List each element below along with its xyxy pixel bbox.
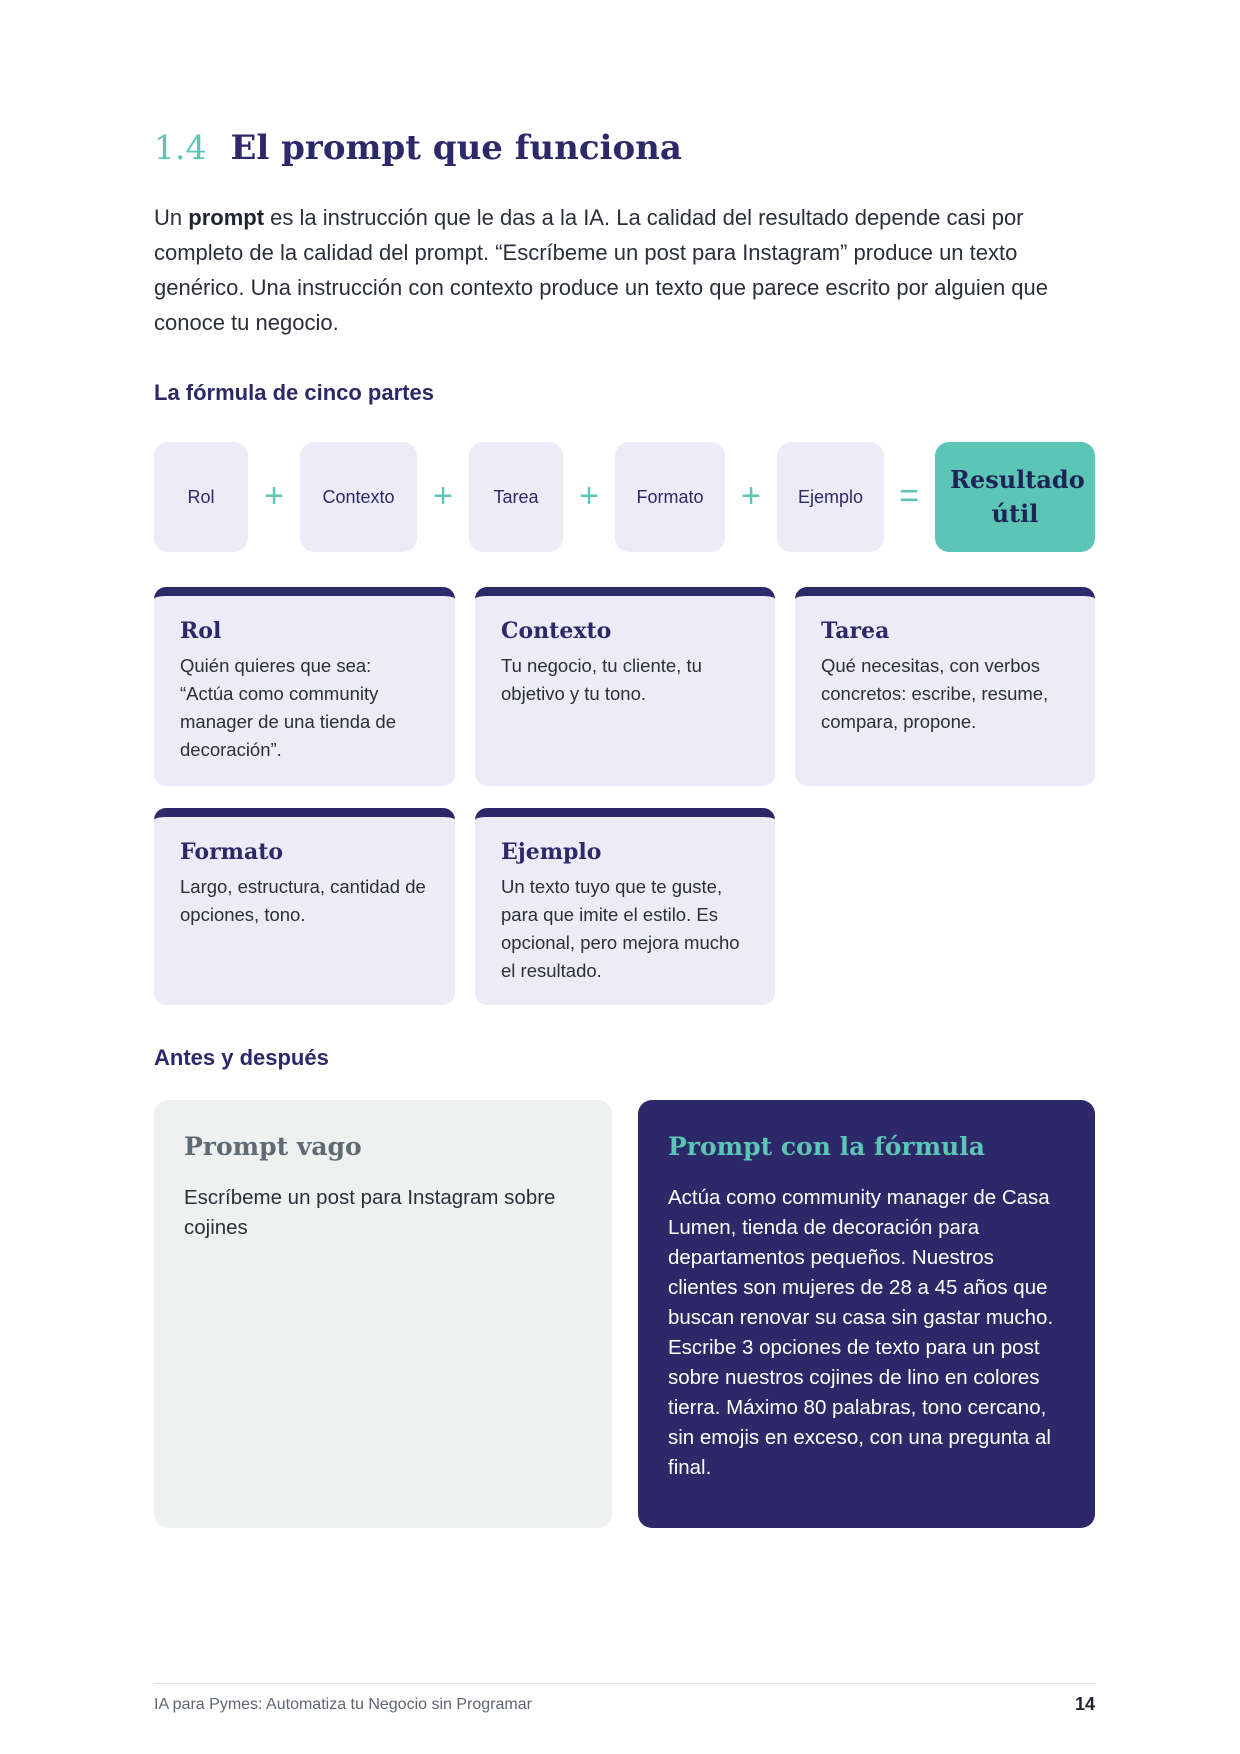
formula-result xyxy=(935,442,1095,552)
formula-heading: La fórmula de cinco partes xyxy=(154,380,434,405)
card-title: Contexto xyxy=(501,618,612,644)
formula-prompt-panel xyxy=(638,1100,1095,1528)
formula-part-formato: Formato xyxy=(615,442,725,552)
card-title: Ejemplo xyxy=(501,839,602,865)
plus-operator: + xyxy=(264,477,284,515)
card-formato xyxy=(154,808,455,1005)
footer-divider xyxy=(154,1683,1095,1684)
formula-part-rol: Rol xyxy=(154,442,248,552)
plus-operator: + xyxy=(579,477,599,515)
card-description: Tu negocio, tu cliente, tu objetivo y tu tono. xyxy=(501,655,702,704)
page-number: 14 xyxy=(1074,1694,1095,1714)
intro-pre: Un xyxy=(154,205,189,230)
equals-operator: = xyxy=(899,477,919,515)
vague-prompt-text: Escríbeme un post para Instagram sobre cojines xyxy=(184,1186,556,1239)
intro-post: es la instrucción que le das a la IA. La calidad del resultado depende casi por completo de la calidad del prompt. “Escríbeme un post para Instagram” produce un texto genérico. Una instrucción con contexto produce un texto que parece escrito por alguien que conoce tu negocio. xyxy=(154,205,1049,335)
vague-prompt-panel xyxy=(154,1100,612,1528)
formula-prompt-title: Prompt con la fórmula xyxy=(668,1132,985,1161)
section-title: El prompt que funciona xyxy=(230,128,682,168)
comparison-heading: Antes y después xyxy=(154,1045,329,1070)
card-rol xyxy=(154,587,455,786)
plus-operator: + xyxy=(741,477,761,515)
card-tarea xyxy=(795,587,1095,786)
intro-bold-term: prompt xyxy=(188,205,265,230)
card-contexto xyxy=(475,587,775,786)
formula-prompt-text: Actúa como community manager de Casa Lumen, tienda de decoración para departamentos pequeños. Nuestros clientes son mujeres de 28 a 45 años que buscan renovar su casa sin gastar mucho. Escribe 3 opciones de texto para un post sobre nuestros cojines de lino en colores tierra. Máximo 80 palabras, tono cercano, sin emojis en exceso, con una pregunta al final. xyxy=(668,1186,1054,1479)
card-title: Rol xyxy=(180,618,222,644)
section-heading xyxy=(154,128,682,168)
card-title: Formato xyxy=(180,839,284,865)
formula-result-label: Resultado útil xyxy=(950,465,1085,528)
formula-part-contexto: Contexto xyxy=(300,442,417,552)
formula-part-ejemplo: Ejemplo xyxy=(777,442,884,552)
card-description: Qué necesitas, con verbos concretos: escribe, resume, compara, propone. xyxy=(821,655,1049,732)
footer-book-title: IA para Pymes: Automatiza tu Negocio sin Programar xyxy=(154,1696,532,1713)
intro-paragraph xyxy=(154,200,1094,340)
plus-operator: + xyxy=(433,477,453,515)
card-description: Largo, estructura, cantidad de opciones, tono. xyxy=(180,876,426,925)
vague-prompt-title: Prompt vago xyxy=(184,1132,362,1161)
card-description: Un texto tuyo que te guste, para que imite el estilo. Es opcional, pero mejora mucho el resultado. xyxy=(501,876,740,981)
section-number: 1.4 xyxy=(154,128,207,167)
formula-part-tarea: Tarea xyxy=(469,442,563,552)
card-title: Tarea xyxy=(821,618,890,644)
card-description: Quién quieres que sea: “Actúa como community manager de una tienda de decoración”. xyxy=(180,655,397,760)
card-ejemplo xyxy=(475,808,775,1005)
